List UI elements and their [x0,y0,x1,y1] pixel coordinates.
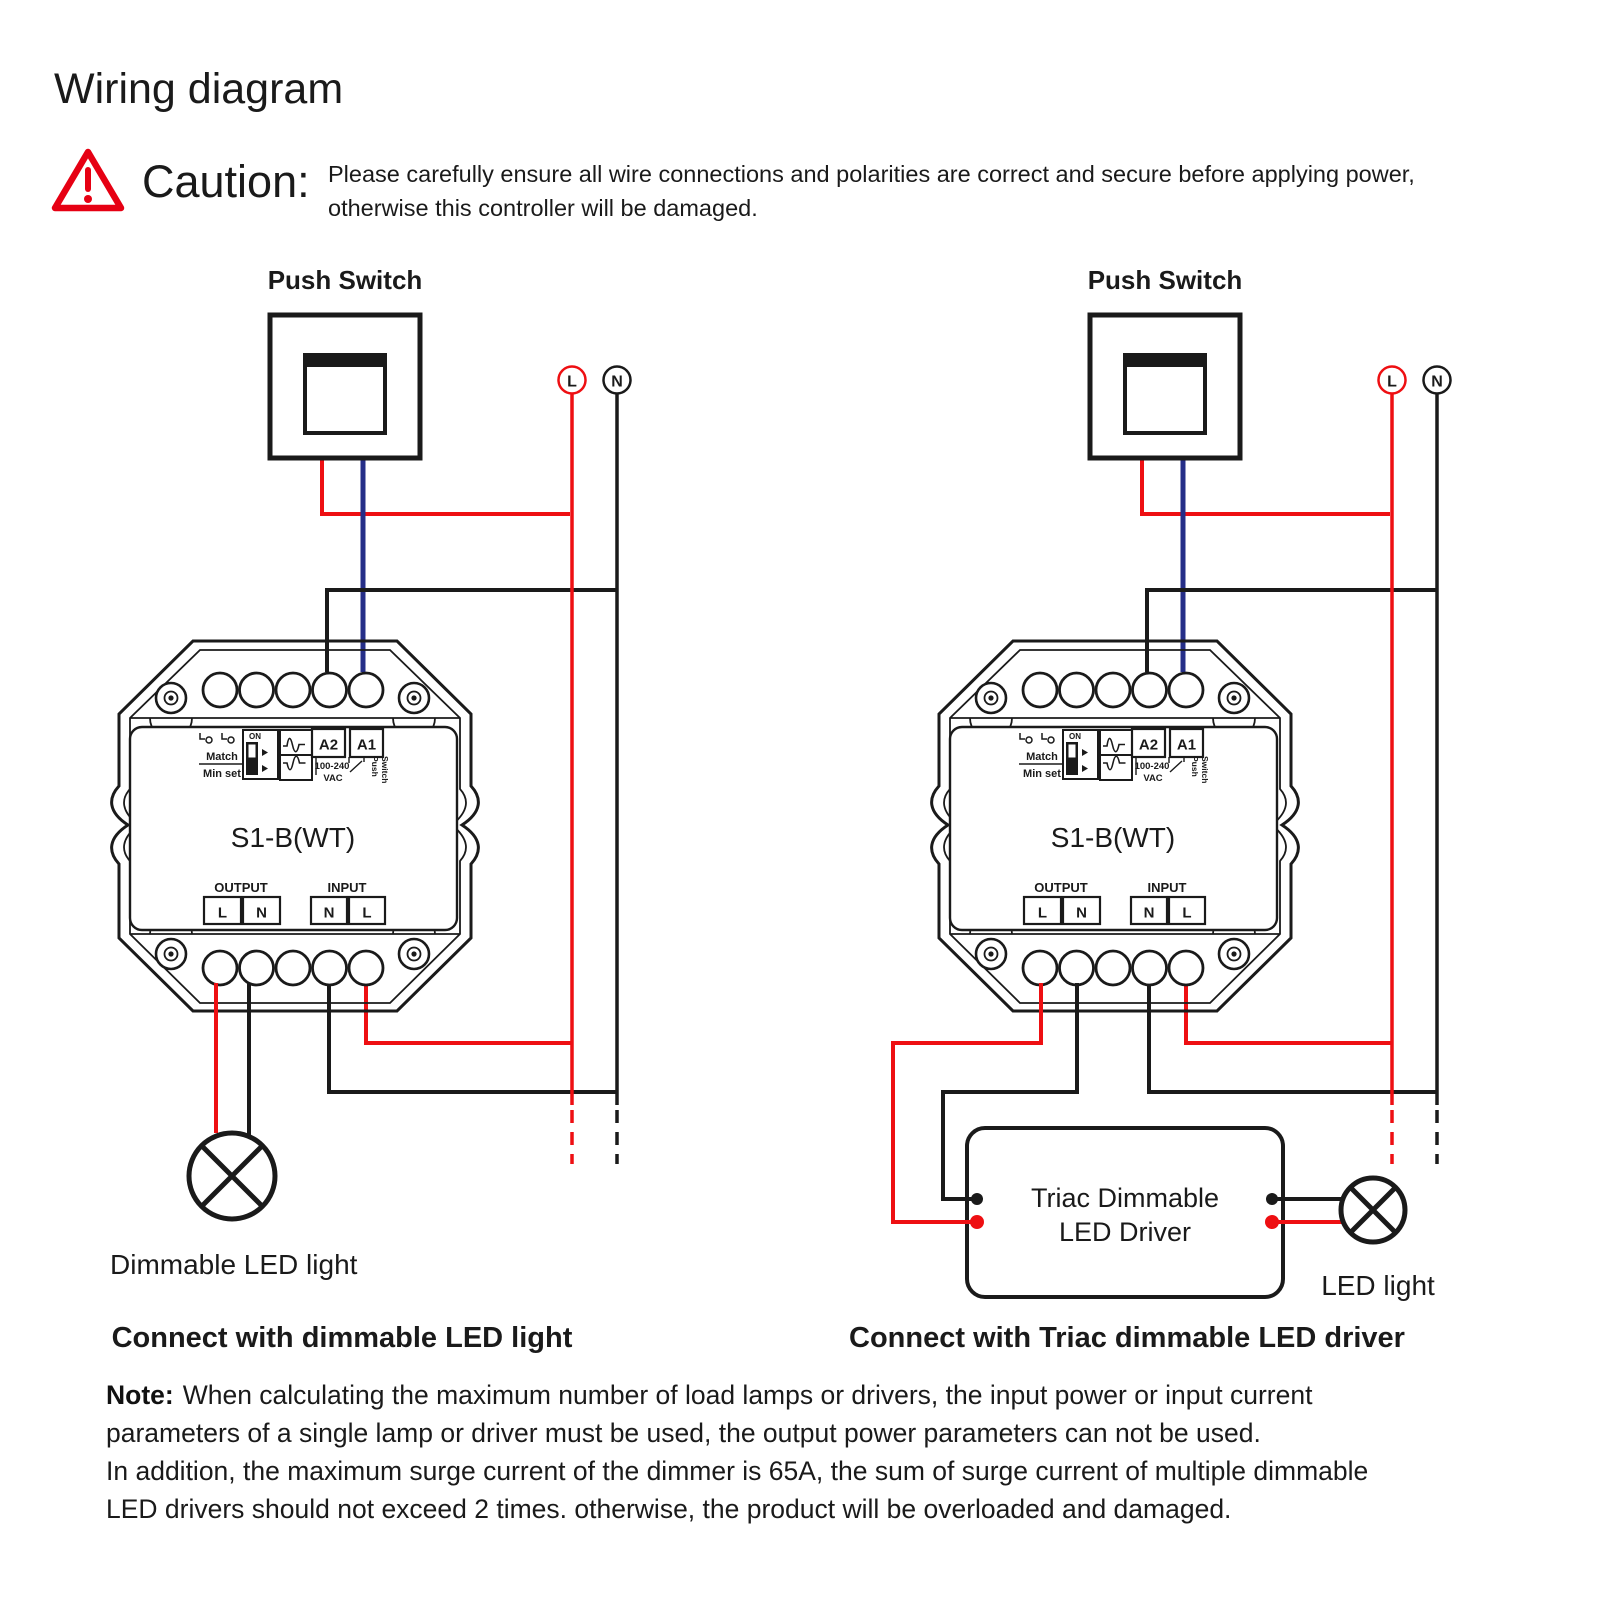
note-text [106,1380,1368,1524]
driver-label-line1: Triac Dimmable [1030,1183,1220,1213]
caution-line2: otherwise this controller will be damaged. [328,195,758,221]
dimmable-led-light-symbol [189,1133,275,1219]
caution-banner [55,152,1415,221]
right-circuit-unit [932,265,1451,1164]
right-load-wiring [849,983,1435,1354]
caution-label: Caution: [142,156,310,207]
right-caption: Connect with Triac dimmable LED driver [849,1322,1405,1354]
right-load-label: LED light [1321,1270,1435,1301]
left-circuit-unit [112,265,631,1164]
left-caption: Connect with dimmable LED light [111,1322,573,1354]
note-line2: parameters of a single lamp or driver must be used, the output power parameters can not be used. [106,1418,1261,1448]
caution-line1: Please carefully ensure all wire connections and polarities are correct and secure before applying power, [328,161,1415,187]
note-line3: In addition, the maximum surge current of the dimmer is 65A, the sum of surge current of multiple dimmable [106,1456,1369,1486]
note-label: Note: [106,1380,174,1410]
driver-label-line2: LED Driver [1058,1217,1192,1247]
left-load-label: Dimmable LED light [110,1249,358,1280]
warning-icon [55,152,121,208]
note-line1 [106,1380,1313,1410]
note-line4: LED drivers should not exceed 2 times. otherwise, the product will be overloaded and damaged. [106,1494,1232,1524]
page-title: Wiring diagram [54,65,344,113]
led-light-symbol [1341,1178,1405,1242]
note-line1-text: When calculating the maximum number of load lamps or drivers, the input power or input current [182,1380,1313,1410]
left-load-wiring [110,983,573,1354]
